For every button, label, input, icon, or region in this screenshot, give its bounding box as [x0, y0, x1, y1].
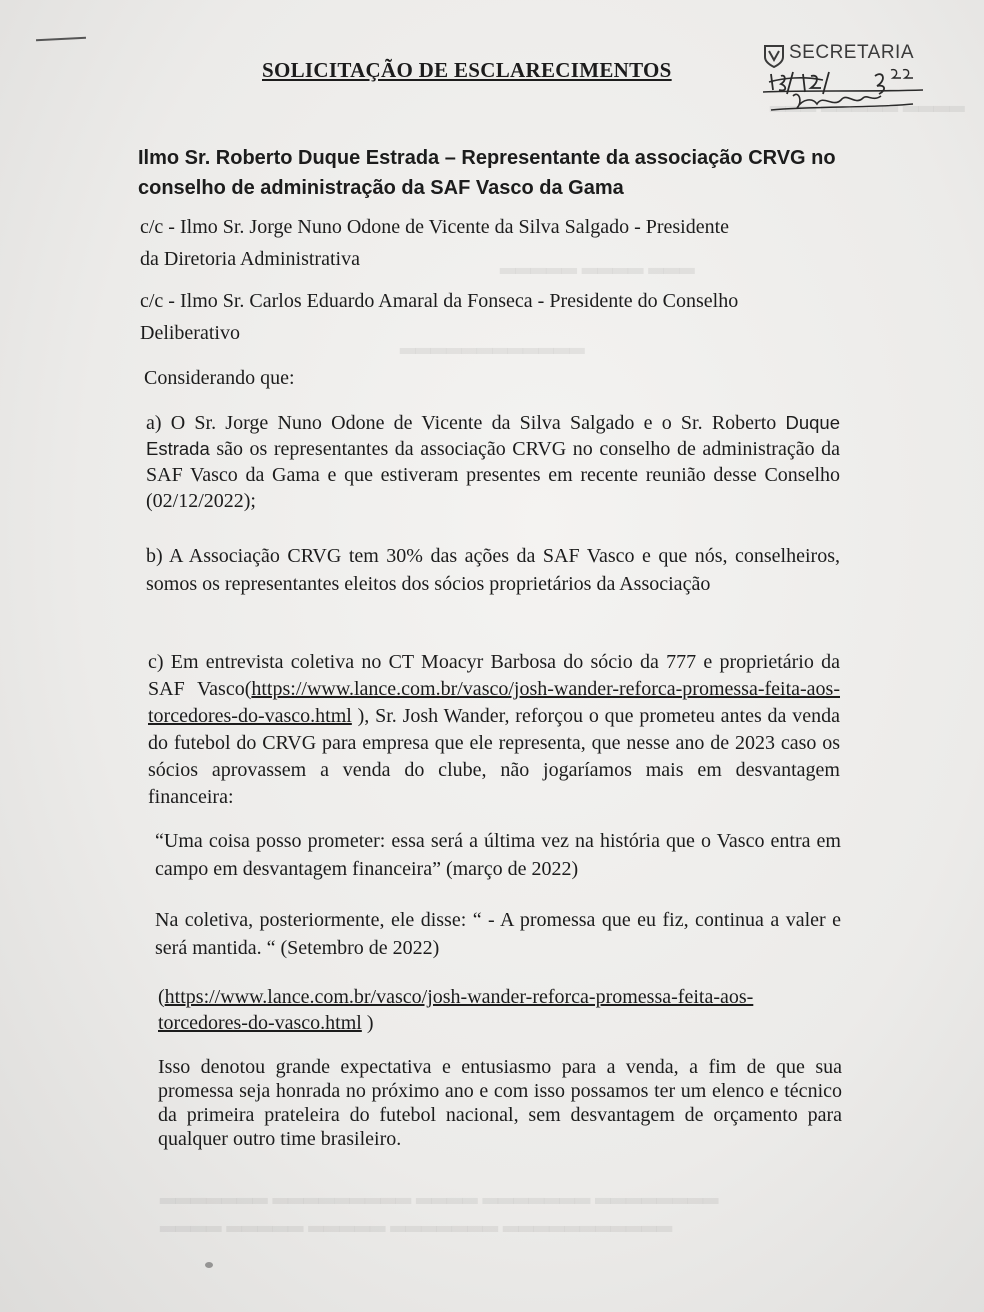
- bleed-through-texture: ▂▂▂ ▂▂▂▂▂ ▂▂▂▂: [770, 90, 965, 112]
- cc-1: [140, 211, 840, 275]
- item-c-link[interactable]: https://www.lance.com.br/vasco/josh-wander-reforca-promessa-feita-aos-torcedores-do-vasco.html: [148, 678, 840, 727]
- bleed-through-texture: ▂▂▂▂▂▂▂ ▂▂▂▂▂▂▂▂▂ ▂▂▂▂ ▂▂▂▂▂▂▂ ▂▂▂▂▂▂▂▂: [160, 1182, 719, 1204]
- item-c-text-1: c) Em entrevista coletiva no CT Moacyr Barbosa do sócio da 777 e proprietário da SAF Vasco(: [148, 651, 840, 700]
- source-open-paren: (: [158, 986, 165, 1008]
- secretaria-stamp: [763, 42, 933, 112]
- addressee: Ilmo Sr. Roberto Duque Estrada – Representante da associação CRVG no conselho de administração da SAF Vasco da Gama: [138, 147, 836, 199]
- bleed-through-texture: ▂▂▂▂▂ ▂▂▂▂ ▂▂▂: [500, 252, 695, 274]
- source-close-paren: ): [361, 1012, 374, 1034]
- cc-2: [140, 285, 840, 349]
- vasco-shield-icon: [763, 44, 785, 68]
- source-reference: [158, 984, 834, 1036]
- cc-1-line-2: da Diretoria Administrativa: [140, 248, 360, 270]
- item-b: b) A Associação CRVG tem 30% das ações da SAF Vasco e que nós, conselheiros, somos os representantes eleitos dos sócios proprietários da Associação: [146, 545, 840, 595]
- cc-2-line-2: Deliberativo: [140, 322, 240, 344]
- item-c: [148, 649, 840, 811]
- closing-paragraph: Isso denotou grande expectativa e entusiasmo para a venda, a fim de que sua promessa seja honrada no próximo ano e com isso possamos ter um elenco e técnico da primeira prateleira do futebol nacional, sem desvantagem de orçamento para qualquer outro time brasileiro.: [158, 1056, 842, 1150]
- cc-1-line-1: c/c - Ilmo Sr. Jorge Nuno Odone de Vicente da Silva Salgado - Presidente: [140, 216, 730, 238]
- handwritten-date-signature: [763, 68, 933, 112]
- quote-1: “Uma coisa posso prometer: essa será a última vez na história que o Vasco entra em campo em desvantagem financeira” (março de 2022): [155, 830, 841, 880]
- item-a-text-2: são os representantes da associação CRVG no conselho de administração da SAF Vasco da Gama e que estiveram presentes em recente reunião desse Conselho (02/12/2022);: [146, 438, 840, 512]
- item-a: [146, 410, 840, 514]
- document-title: SOLICITAÇÃO DE ESCLARECIMENTOS: [262, 58, 672, 82]
- bleed-through-texture: ▂▂▂▂▂▂▂▂▂▂▂▂: [400, 332, 585, 354]
- source-link[interactable]: https://www.lance.com.br/vasco/josh-wander-reforca-promessa-feita-aos-torcedores-do-vasco.html: [158, 986, 754, 1034]
- considering-heading: Considerando que:: [144, 367, 295, 389]
- item-a-text-1: a) O Sr. Jorge Nuno Odone de Vicente da Silva Salgado e o Sr. Roberto: [146, 412, 786, 434]
- paper-mark: [205, 1262, 213, 1268]
- quote-2: Na coletiva, posteriormente, ele disse: “ - A promessa que eu fiz, continua a valer e será mantida. “ (Setembro de 2022): [155, 909, 841, 959]
- pen-mark: [36, 37, 86, 42]
- item-c-text-2: ), Sr. Josh Wander, reforçou o que prometeu antes da venda do futebol do CRVG para empresa que ele representa, que nesse ano de 2023 caso os sócios aprovassem a venda do clube, não jogaríamos mais em desvantagem financeira:: [148, 705, 840, 808]
- stamp-label: SECRETARIA: [789, 42, 915, 63]
- item-a-name: Duque Estrada: [146, 412, 840, 459]
- cc-2-line-1: c/c - Ilmo Sr. Carlos Eduardo Amaral da Fonseca - Presidente do Conselho: [140, 290, 739, 312]
- bleed-through-texture: ▂▂▂▂ ▂▂▂▂▂ ▂▂▂▂▂ ▂▂▂▂▂▂▂ ▂▂▂▂▂▂▂▂▂▂▂: [160, 1210, 673, 1232]
